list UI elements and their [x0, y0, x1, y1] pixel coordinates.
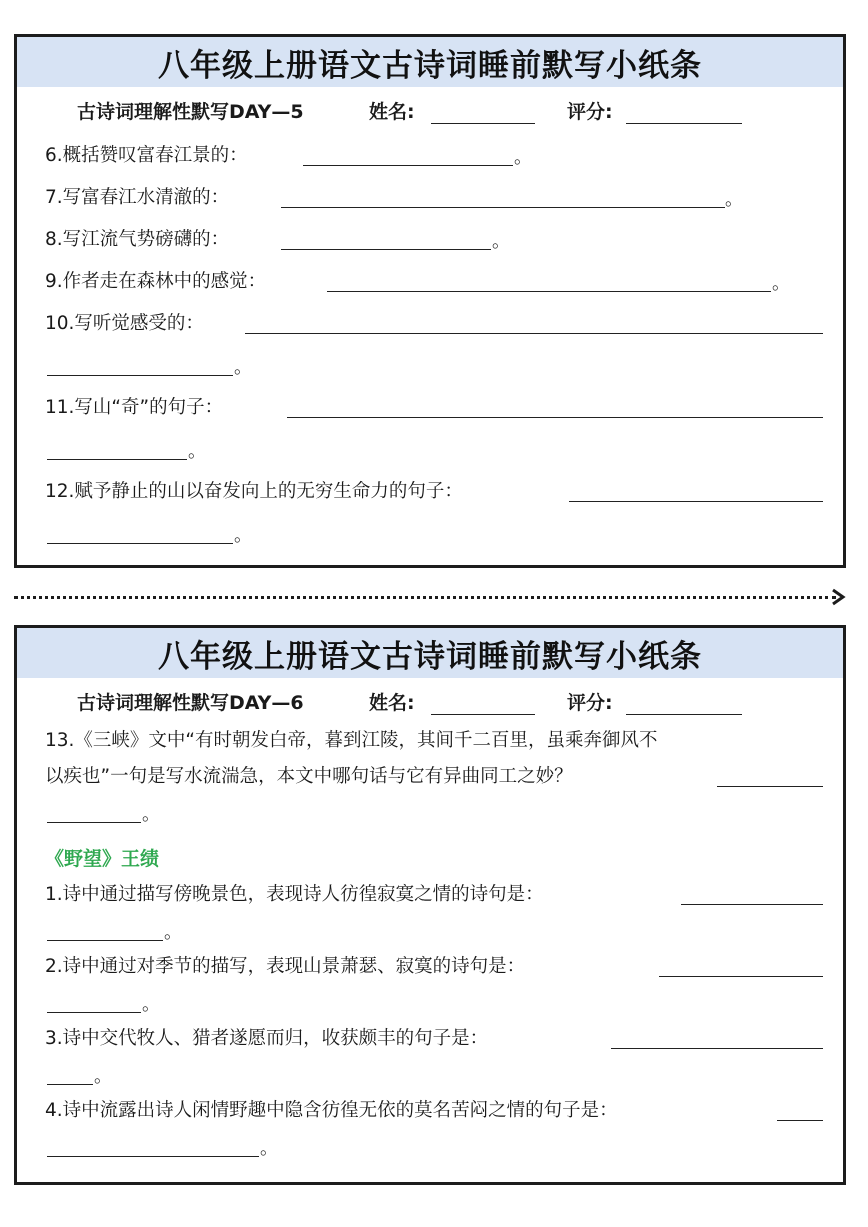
question-10: 10.写听觉感受的：: [45, 313, 204, 334]
answer-blank-1a[interactable]: [681, 904, 823, 905]
question-3: 3.诗中交代牧人、猎者遂愿而归，收获颇丰的句子是：: [45, 1028, 489, 1049]
period: 。: [188, 441, 206, 462]
period: 。: [142, 804, 160, 825]
answer-blank-11b[interactable]: [47, 459, 187, 460]
period: 。: [164, 922, 182, 943]
answer-blank-12a[interactable]: [569, 501, 823, 502]
answer-blank-7[interactable]: [281, 207, 725, 208]
period: 。: [260, 1138, 278, 1159]
name-label: 姓名:: [369, 101, 415, 123]
period: 。: [234, 525, 252, 546]
score-field[interactable]: [626, 123, 742, 124]
answer-blank-13a[interactable]: [717, 786, 823, 787]
question-1: 1.诗中通过描写傍晚景色，表现诗人彷徨寂寞之情的诗句是：: [45, 884, 544, 905]
period: 。: [94, 1066, 112, 1087]
arrow-right-icon: [830, 588, 848, 607]
question-7: 7.写富春江水清澈的：: [45, 187, 230, 208]
answer-blank-3a[interactable]: [611, 1048, 823, 1049]
dotted-divider: [14, 596, 836, 599]
answer-blank-2b[interactable]: [47, 1012, 141, 1013]
name-label: 姓名:: [369, 692, 415, 714]
answer-blank-3b[interactable]: [47, 1084, 93, 1085]
question-9: 9.作者走在森林中的感觉：: [45, 271, 267, 292]
answer-blank-1b[interactable]: [47, 940, 163, 941]
question-4: 4.诗中流露出诗人闲情野趣中隐含彷徨无依的莫名苦闷之情的句子是：: [45, 1100, 618, 1121]
name-field[interactable]: [431, 123, 535, 124]
card-title: 八年级上册语文古诗词睡前默写小纸条: [17, 628, 843, 678]
question-8: 8.写江流气势磅礴的：: [45, 229, 230, 250]
answer-blank-11a[interactable]: [287, 417, 823, 418]
question-13-line2: 以疾也”一句是写水流湍急，本文中哪句话与它有异曲同工之妙？: [45, 766, 573, 787]
day-label: 古诗词理解性默写DAY—5: [77, 101, 304, 123]
period: 。: [234, 357, 252, 378]
question-2: 2.诗中通过对季节的描写，表现山景萧瑟、寂寞的诗句是：: [45, 956, 526, 977]
answer-blank-12b[interactable]: [47, 543, 233, 544]
answer-blank-4b[interactable]: [47, 1156, 259, 1157]
question-13-line1: 13.《三峡》文中“有时朝发白帝，暮到江陵，其间千二百里，虽乘奔御风不: [45, 730, 658, 751]
answer-blank-2a[interactable]: [659, 976, 823, 977]
name-field[interactable]: [431, 714, 535, 715]
period: 。: [492, 231, 510, 252]
period: 。: [142, 994, 160, 1015]
worksheet-card-day6: [14, 625, 846, 1185]
answer-blank-4a[interactable]: [777, 1120, 823, 1121]
answer-blank-6[interactable]: [303, 165, 513, 166]
score-label: 评分:: [567, 692, 613, 714]
answer-blank-10a[interactable]: [245, 333, 823, 334]
day-label: 古诗词理解性默写DAY—6: [77, 692, 304, 714]
score-field[interactable]: [626, 714, 742, 715]
poem-heading: 《野望》王绩: [45, 848, 160, 870]
period: 。: [725, 189, 743, 210]
score-label: 评分:: [567, 101, 613, 123]
answer-blank-8[interactable]: [281, 249, 491, 250]
answer-blank-9[interactable]: [327, 291, 771, 292]
question-11: 11.写山“奇”的句子：: [45, 397, 224, 418]
question-6: 6.概括赞叹富春江景的：: [45, 145, 248, 166]
period: 。: [772, 273, 790, 294]
answer-blank-13b[interactable]: [47, 822, 141, 823]
period: 。: [514, 147, 532, 168]
card-title: 八年级上册语文古诗词睡前默写小纸条: [17, 37, 843, 87]
worksheet-card-day5: [14, 34, 846, 568]
answer-blank-10b[interactable]: [47, 375, 233, 376]
question-12: 12.赋予静止的山以奋发向上的无穷生命力的句子：: [45, 481, 463, 502]
